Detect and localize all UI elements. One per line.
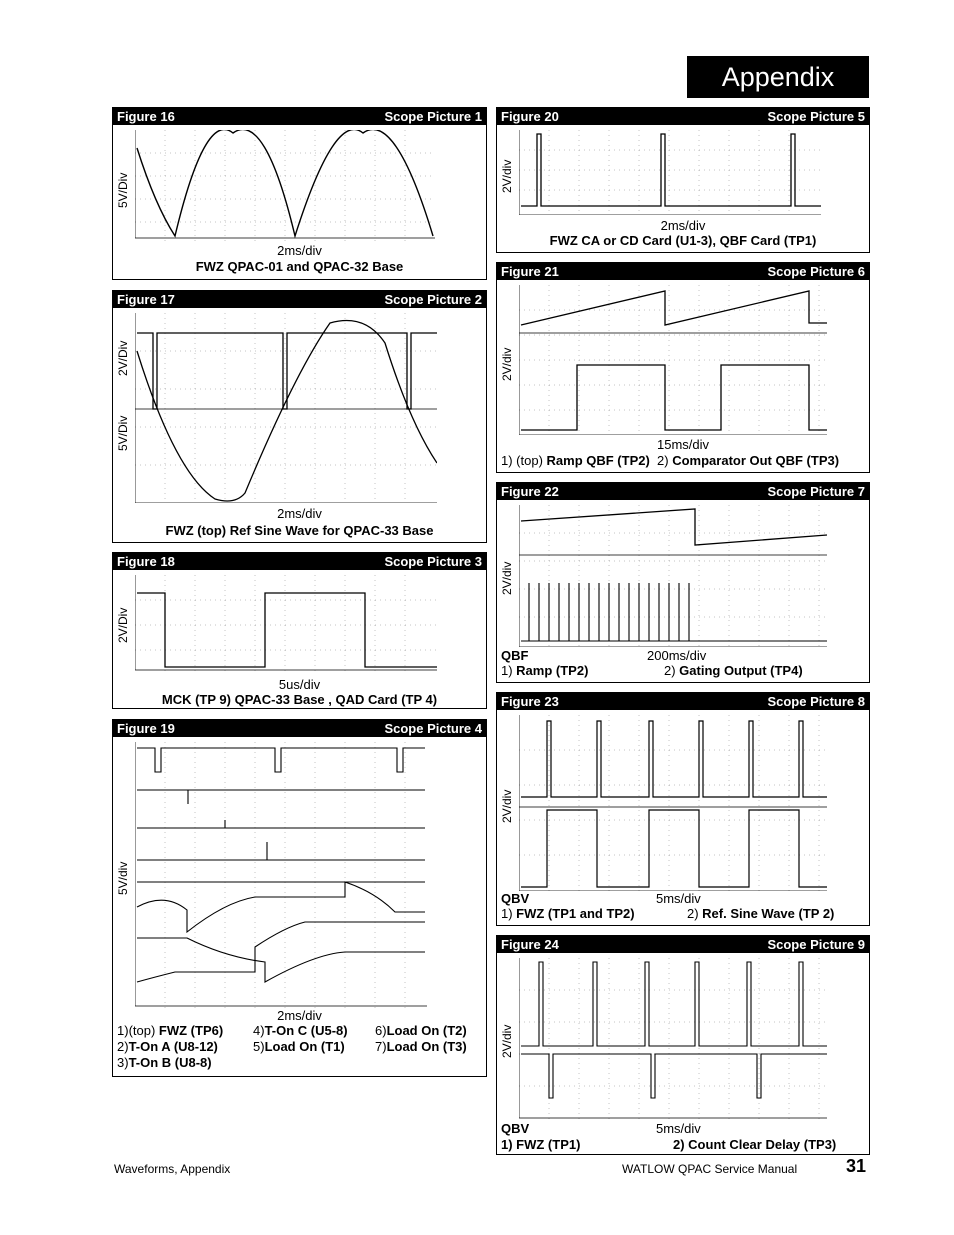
volts-per-div: 5V/Div [116, 172, 130, 208]
caption-2-prefix: 2) [657, 453, 673, 468]
figure-label: Figure 23 [501, 694, 559, 709]
page-number: 31 [846, 1156, 867, 1176]
figure-caption: FWZ (top) Ref Sine Wave for QPAC-33 Base [165, 523, 434, 538]
figure-label: Figure 18 [117, 554, 175, 569]
figure-label: Figure 17 [117, 292, 175, 307]
figure-label: Figure 22 [501, 484, 559, 499]
footer-left: Waveforms, Appendix [114, 1162, 231, 1176]
caption-1-prefix: 1) [501, 663, 517, 678]
figure-22-panel [496, 482, 870, 683]
figure-20-panel [496, 107, 870, 253]
board-label: QBF [501, 648, 529, 663]
scope-trace [519, 715, 827, 891]
scope-trace [135, 313, 437, 503]
caption-1-label: Ramp (TP2) [516, 663, 589, 678]
board-label: QBV [501, 1121, 530, 1136]
legend-prefix: (top) [128, 1023, 159, 1038]
figure-caption: MCK (TP 9) QPAC-33 Base , QAD Card (TP 4) [161, 692, 438, 707]
legend-label: T-On B (U8-8) [128, 1055, 212, 1070]
legend-number: 3) [117, 1055, 129, 1070]
volts-per-div-top: 2V/Div [116, 340, 130, 376]
figure-caption: FWZ CA or CD Card (U1-3), QBF Card (TP1) [549, 233, 817, 248]
caption-1: 1) FWZ (TP1) [501, 1137, 581, 1152]
figure-21-header [497, 263, 869, 280]
figure-label: Figure 16 [117, 109, 175, 124]
figure-16-header [113, 108, 486, 125]
time-per-div: 5ms/div [656, 1121, 701, 1136]
figure-18-panel [112, 552, 487, 709]
figure-label: Figure 19 [117, 721, 175, 736]
scope-trace [519, 958, 827, 1120]
legend-label: T-On C (U5-8) [264, 1023, 348, 1038]
figure-caption: FWZ QPAC-01 and QPAC-32 Base [195, 259, 404, 274]
scope-label: Scope Picture 5 [767, 109, 865, 124]
scope-label: Scope Picture 6 [767, 264, 865, 279]
legend-label: T-On A (U8-12) [128, 1039, 218, 1054]
figure-20-header [497, 108, 869, 125]
legend-item-4 [253, 1023, 348, 1038]
legend-item-5 [253, 1039, 345, 1054]
figure-label: Figure 20 [501, 109, 559, 124]
volts-per-div-bottom: 5V/Div [116, 415, 130, 451]
caption-1: Ramp QBF (TP2) [546, 453, 650, 468]
figure-23-panel [496, 692, 870, 926]
figure-19-panel [112, 719, 487, 1077]
volts-per-div: 2V/div [500, 561, 514, 595]
figure-19-header [113, 720, 486, 737]
volts-per-div: 2V/div [500, 789, 514, 823]
caption-2-prefix: 2) [664, 663, 680, 678]
legend-number: 4) [253, 1023, 265, 1038]
legend-number: 2) [117, 1039, 129, 1054]
legend-label: FWZ (TP6) [158, 1023, 224, 1038]
legend-number: 7) [375, 1039, 387, 1054]
caption-2 [687, 906, 834, 921]
scope-trace [519, 130, 821, 215]
time-per-div: 2ms/div [277, 243, 322, 258]
scope-trace [135, 742, 427, 1008]
legend-label: Load On (T3) [386, 1039, 467, 1054]
scope-label: Scope Picture 2 [384, 292, 482, 307]
legend-label: Load On (T2) [386, 1023, 467, 1038]
scope-label: Scope Picture 8 [767, 694, 865, 709]
figure-22-header [497, 483, 869, 500]
scope-trace [519, 505, 827, 647]
time-per-div: 2ms/div [277, 506, 322, 521]
caption-2-label: Ref. Sine Wave (TP 2) [702, 906, 835, 921]
caption-2: Comparator Out QBF (TP3) [672, 453, 840, 468]
caption-2: 2) Count Clear Delay (TP3) [673, 1137, 837, 1152]
figure-24-header [497, 936, 869, 953]
scope-label: Scope Picture 3 [384, 554, 482, 569]
volts-per-div: 2V/div [500, 1024, 514, 1058]
time-per-div: 15ms/div [656, 437, 710, 452]
scope-label: Scope Picture 7 [767, 484, 865, 499]
legend-item-3 [117, 1055, 212, 1070]
legend-number: 6) [375, 1023, 387, 1038]
legend-label: Load On (T1) [264, 1039, 345, 1054]
figure-18-header [113, 553, 486, 570]
figure-17-panel [112, 290, 487, 543]
scope-trace [135, 130, 435, 245]
scope-label: Scope Picture 4 [384, 721, 482, 736]
figure-caption [501, 453, 839, 468]
board-label: QBV [501, 891, 530, 906]
time-per-div: 2ms/div [277, 1008, 322, 1023]
legend-item-6 [375, 1023, 467, 1038]
caption-2 [664, 663, 803, 678]
time-per-div: 200ms/div [647, 648, 707, 663]
time-per-div: 5us/div [278, 677, 321, 692]
caption-1-prefix: 1) [501, 906, 517, 921]
scope-trace [135, 575, 437, 675]
caption-1-prefix: 1) (top) [501, 453, 547, 468]
legend-number: 5) [253, 1039, 265, 1054]
figure-17-header [113, 291, 486, 308]
figure-label: Figure 24 [501, 937, 559, 952]
footer-manual-title: WATLOW QPAC Service Manual [622, 1162, 798, 1176]
figure-24-panel [496, 935, 870, 1155]
legend-item-7 [375, 1039, 467, 1054]
figure-23-header [497, 693, 869, 710]
caption-1-label: FWZ (TP1 and TP2) [516, 906, 635, 921]
caption-1 [501, 906, 635, 921]
volts-per-div: 2V/Div [116, 607, 130, 643]
legend-item-2 [117, 1039, 218, 1054]
section-tab: Appendix [687, 56, 869, 98]
scope-label: Scope Picture 9 [767, 937, 865, 952]
volts-per-div: 5V/div [116, 861, 130, 895]
caption-2-prefix: 2) [687, 906, 703, 921]
figure-16-panel [112, 107, 487, 280]
time-per-div: 2ms/div [660, 218, 706, 233]
caption-2-label: Gating Output (TP4) [679, 663, 803, 678]
figure-21-panel [496, 262, 870, 473]
volts-per-div: 2V/div [500, 347, 514, 381]
volts-per-div: 2V/div [500, 159, 514, 193]
legend-number: 1) [117, 1023, 129, 1038]
time-per-div: 5ms/div [656, 891, 701, 906]
caption-1 [501, 663, 588, 678]
scope-trace [519, 285, 827, 435]
legend-item-1 [117, 1023, 223, 1038]
figure-label: Figure 21 [501, 264, 559, 279]
scope-label: Scope Picture 1 [384, 109, 482, 124]
